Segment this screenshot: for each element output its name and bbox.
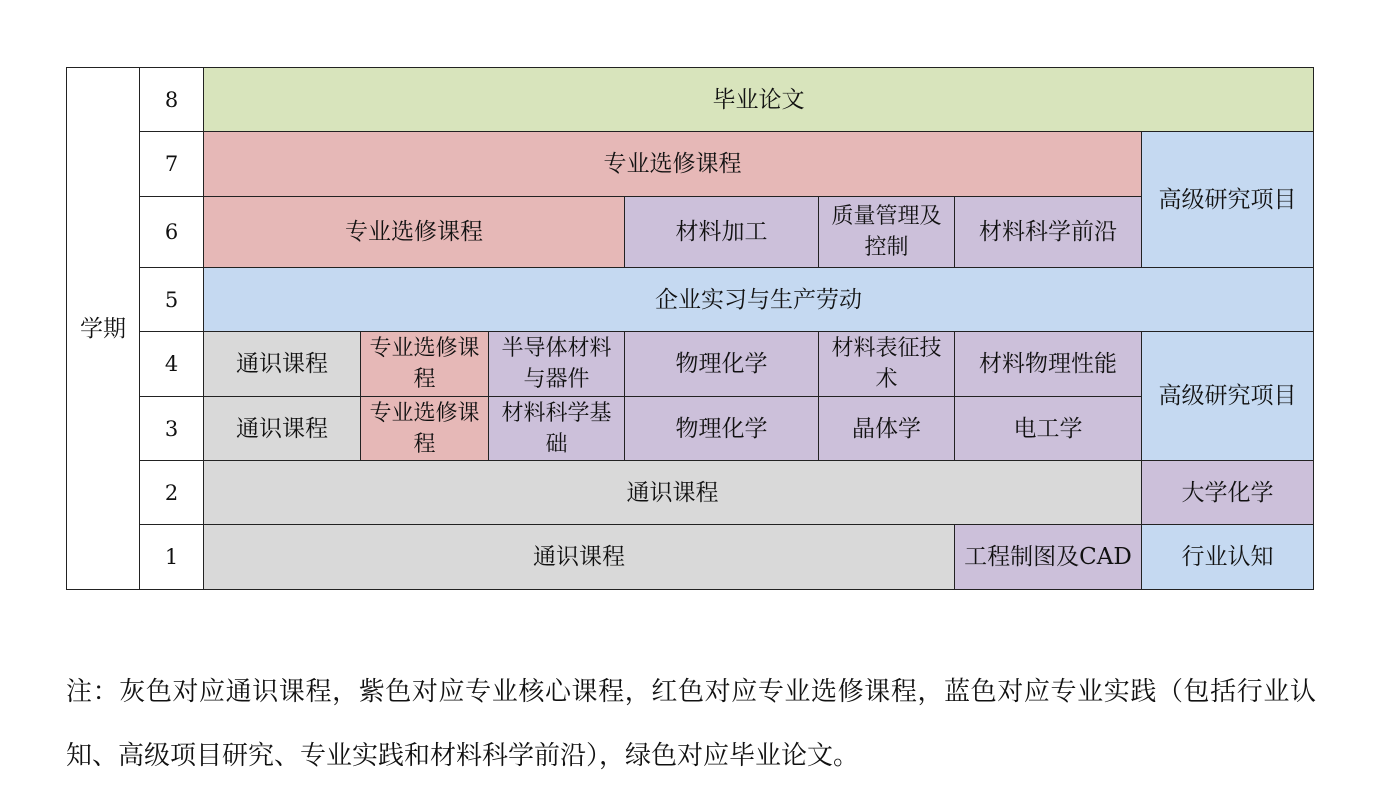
legend-note: 注：灰色对应通识课程，紫色对应专业核心课程，红色对应专业选修课程，蓝色对应专业实践（包括行业认知、高级项目研究、专业实践和材料科学前沿），绿色对应毕业论文。 xyxy=(66,677,1316,771)
course-cell: 材料科学前沿 xyxy=(955,197,1142,268)
course-cell: 物理化学 xyxy=(625,332,819,397)
semester-number: 6 xyxy=(140,197,204,268)
course-cell: 工程制图及CAD xyxy=(955,525,1142,590)
semester-axis-label: 学期 xyxy=(67,68,140,590)
semester-number: 3 xyxy=(140,397,204,461)
course-cell: 专业选修课程 xyxy=(361,397,489,461)
course-cell: 高级研究项目 xyxy=(1142,132,1314,268)
course-cell: 行业认知 xyxy=(1142,525,1314,590)
course-cell: 通识课程 xyxy=(204,525,955,590)
semester-number: 1 xyxy=(140,525,204,590)
semester-number: 4 xyxy=(140,332,204,397)
course-cell: 毕业论文 xyxy=(204,68,1314,132)
course-cell: 材料加工 xyxy=(625,197,819,268)
course-cell: 专业选修课程 xyxy=(204,132,1142,197)
course-cell: 通识课程 xyxy=(204,461,1142,525)
course-cell: 材料科学基础 xyxy=(489,397,625,461)
course-cell: 大学化学 xyxy=(1142,461,1314,525)
course-cell: 质量管理及控制 xyxy=(819,197,955,268)
course-cell: 材料表征技术 xyxy=(819,332,955,397)
curriculum-table xyxy=(66,67,1314,590)
course-cell: 电工学 xyxy=(955,397,1142,461)
semester-number: 7 xyxy=(140,132,204,197)
course-cell: 物理化学 xyxy=(625,397,819,461)
course-cell: 半导体材料与器件 xyxy=(489,332,625,397)
course-cell: 晶体学 xyxy=(819,397,955,461)
course-cell: 材料物理性能 xyxy=(955,332,1142,397)
semester-number: 2 xyxy=(140,461,204,525)
course-cell: 通识课程 xyxy=(204,332,361,397)
semester-number: 8 xyxy=(140,68,204,132)
course-cell: 专业选修课程 xyxy=(204,197,625,268)
semester-number: 5 xyxy=(140,268,204,332)
course-cell: 通识课程 xyxy=(204,397,361,461)
course-cell: 专业选修课程 xyxy=(361,332,489,397)
course-cell: 高级研究项目 xyxy=(1142,332,1314,461)
course-cell: 企业实习与生产劳动 xyxy=(204,268,1314,332)
